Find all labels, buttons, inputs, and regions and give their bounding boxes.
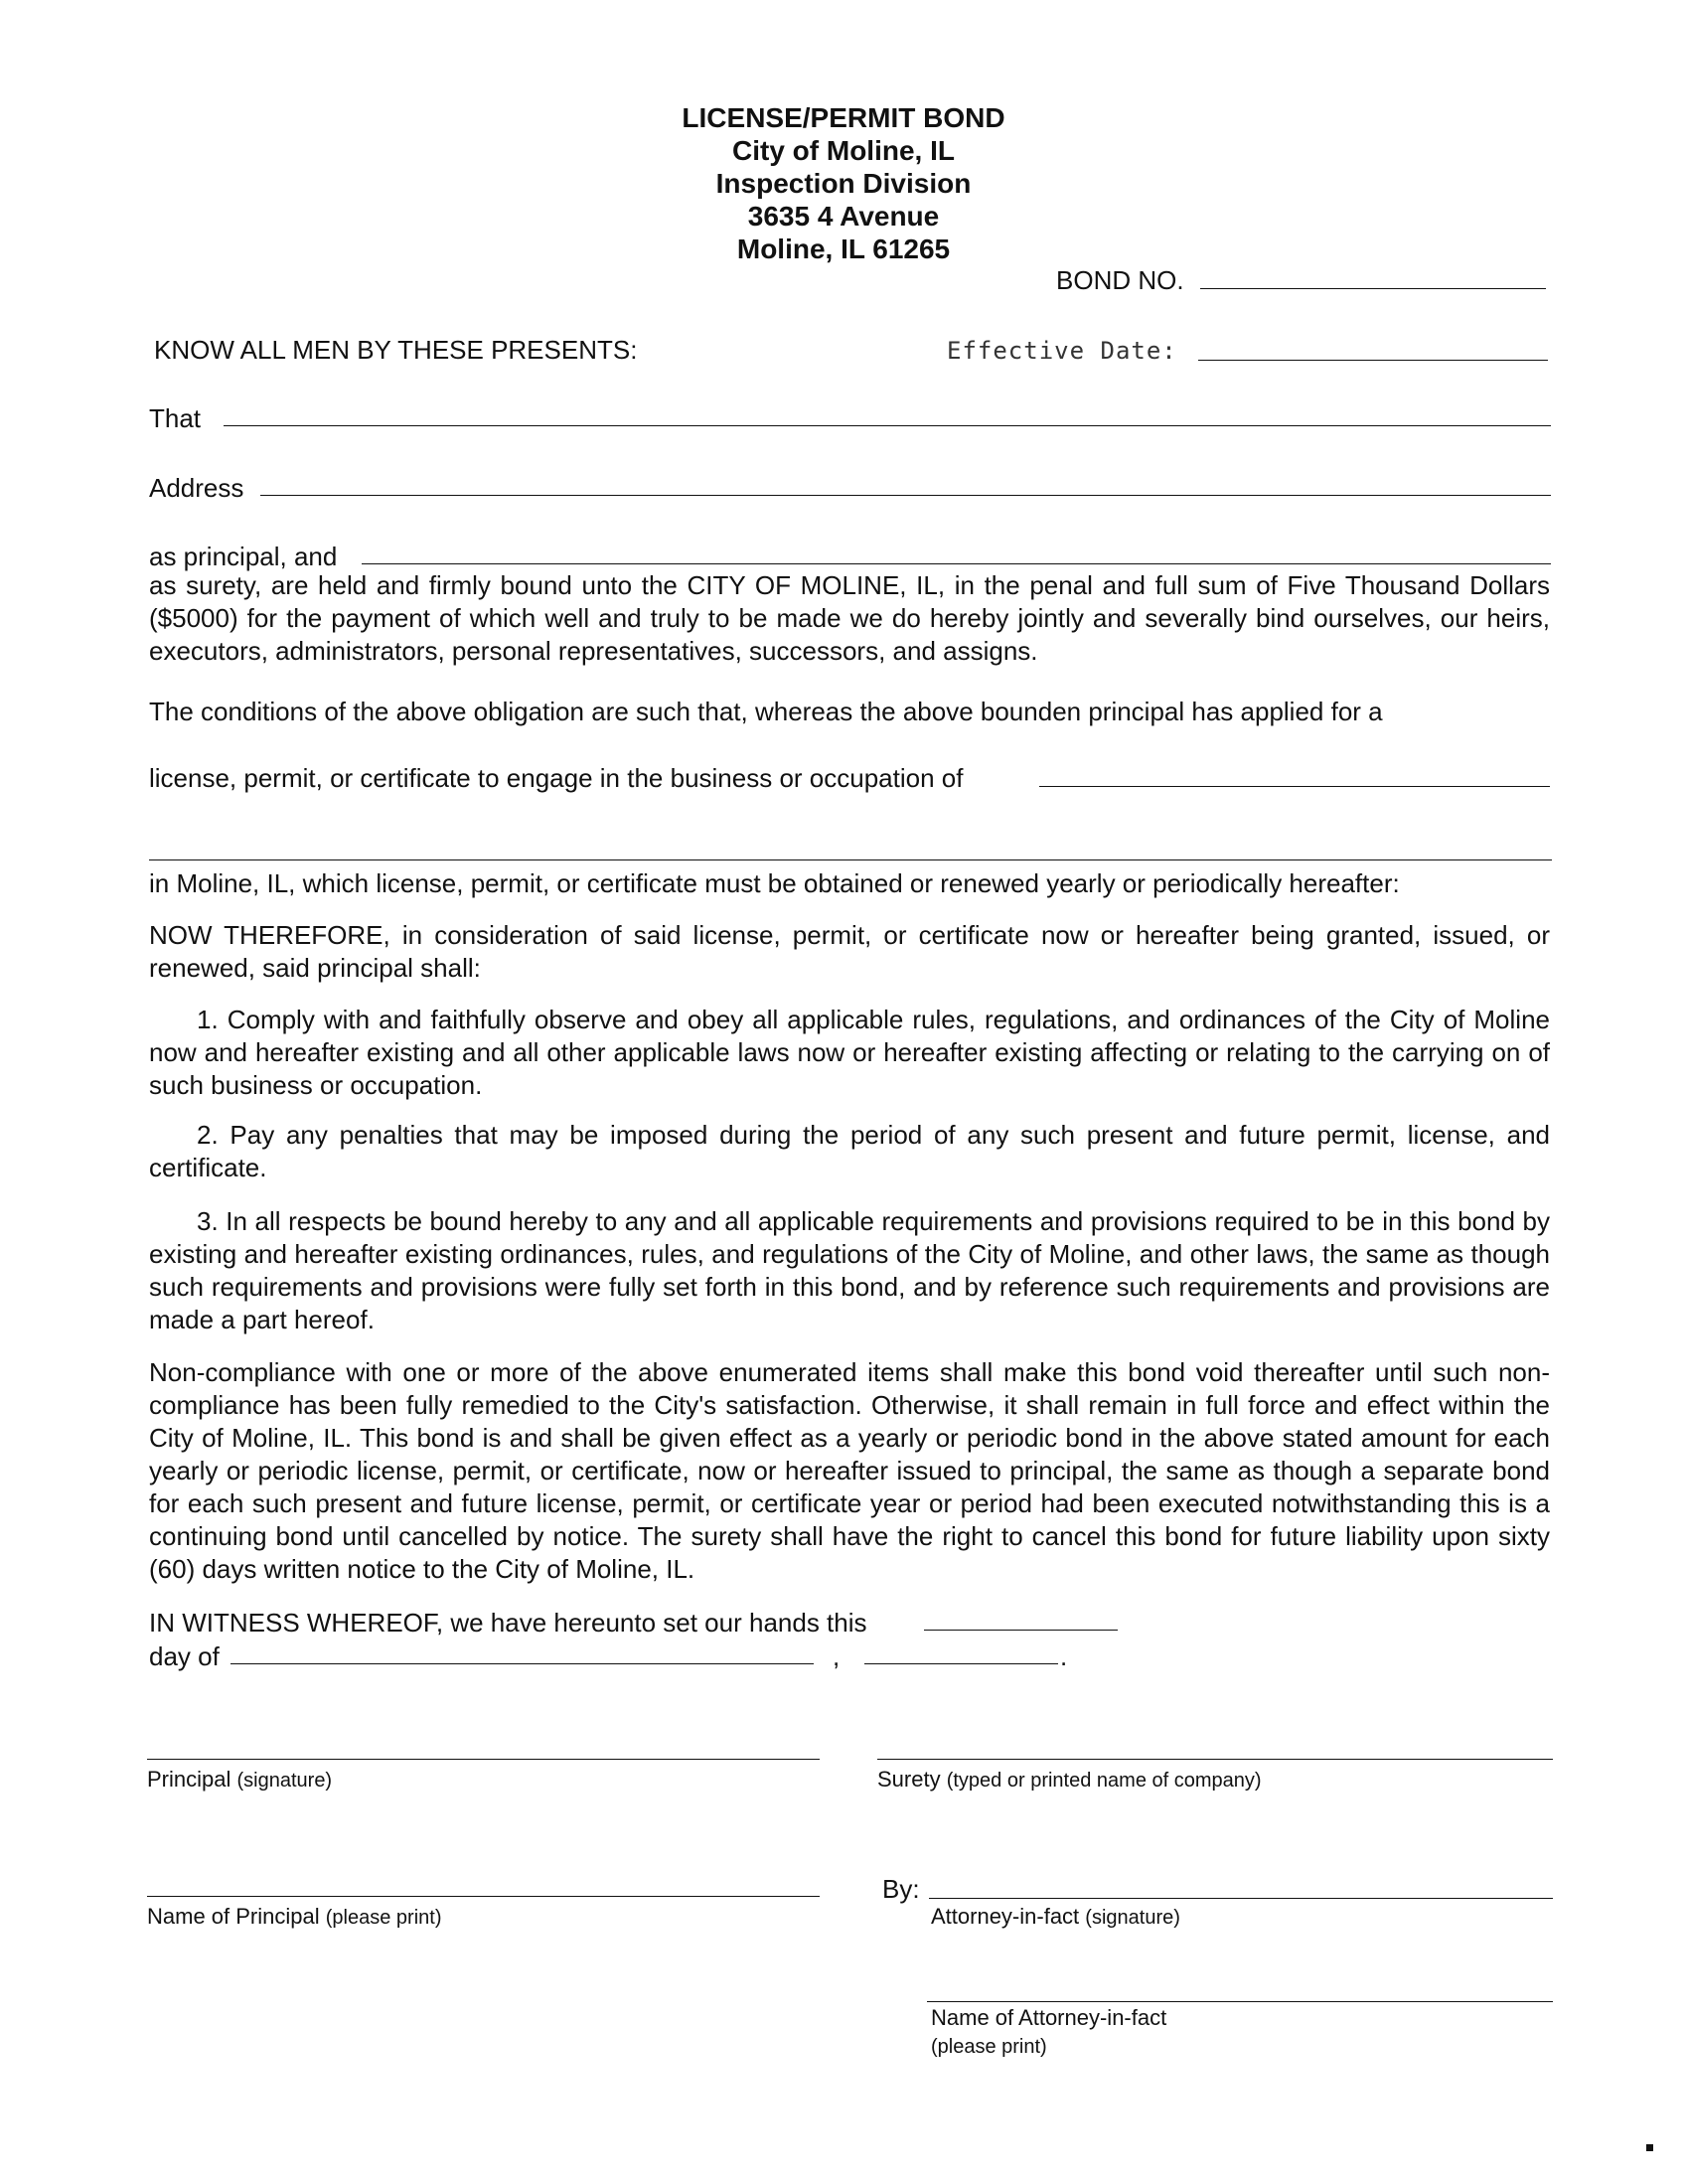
witness-month-field[interactable]: [230, 1663, 814, 1664]
principal-address-field[interactable]: [260, 495, 1551, 496]
therefore-paragraph: NOW THEREFORE, in consideration of said license, permit, or certificate now or hereafter being granted, issued, or renewed, said principal shall:: [149, 920, 1550, 983]
comma-separator: ,: [833, 1641, 841, 1671]
name-attorney-note: (please print): [931, 2036, 1047, 2058]
surety-label: Surety: [877, 1767, 941, 1792]
effective-date-field[interactable]: [1198, 360, 1548, 361]
occupation-field-line-2[interactable]: [149, 859, 1552, 860]
corner-mark: [1646, 2144, 1653, 2151]
list-item-1-text: 1. Comply with and faithfully observe and obey all applicable rules, regulations, and ordinances of the City of Moline now and hereafter existing and all other applicable laws now or hereafter existing affecting or relating to the carrying on of such business or occupation.: [149, 1005, 1550, 1100]
bond-no-label: BOND NO.: [1056, 265, 1184, 295]
name-attorney-label: Name of Attorney-in-fact: [931, 2005, 1167, 2030]
occupation-field[interactable]: [1039, 786, 1550, 787]
attorney-print-name-field[interactable]: [927, 2001, 1553, 2002]
surety-company-field[interactable]: [877, 1759, 1553, 1760]
street-address: 3635 4 Avenue: [747, 201, 940, 232]
surety-name-field[interactable]: [362, 563, 1551, 564]
principal-note: (signature): [236, 1770, 333, 1792]
witness-label: IN WITNESS WHEREOF, we have hereunto set our hands this: [149, 1608, 867, 1638]
form-title: LICENSE/PERMIT BOND: [682, 102, 1005, 133]
list-item-1: [149, 1004, 1550, 1102]
list-item-3: [149, 1205, 1550, 1336]
principal-label: Principal: [147, 1767, 231, 1792]
moline-paragraph: in Moline, IL, which license, permit, or certificate must be obtained or renewed yearly or periodically hereafter:: [149, 868, 1400, 898]
witness-day-field[interactable]: [924, 1630, 1118, 1631]
witness-year-field[interactable]: [864, 1663, 1058, 1664]
surety-paragraph: as surety, are held and firmly bound unto the CITY OF MOLINE, IL, in the penal and full sum of Five Thousand Dollars ($5000) for the payment of which well and truly to be made we do hereby jointly and severally bind ourselves, our heirs, executors, administrators, personal representatives, successors, and assigns.: [149, 570, 1550, 666]
as-principal-label: as principal, and: [149, 542, 338, 571]
city-name: City of Moline, IL: [732, 135, 955, 166]
list-item-2: [149, 1119, 1550, 1184]
conditions-paragraph: The conditions of the above obligation are such that, whereas the above bounden principal has applied for a: [149, 697, 1383, 726]
list-item-3-text: 3. In all respects be bound hereby to any and all applicable requirements and provisions required to be in this bond by existing and hereafter existing ordinances, rules, and regulations of the City of Moline, and other laws, the same as though such requirements and provisions were fully set forth in this bond, and by reference such requirements and provisions are made a part hereof.: [149, 1206, 1550, 1334]
surety-note: (typed or printed name of company): [946, 1770, 1262, 1792]
attorney-note: (signature): [1085, 1907, 1180, 1929]
attorney-caption: [931, 1902, 1180, 1933]
surety-caption: [877, 1765, 1262, 1795]
principal-signature-caption: [147, 1765, 332, 1795]
that-label: That: [149, 403, 202, 433]
list-item-2-text: 2. Pay any penalties that may be imposed during the period of any such present and future permit, license, and certificate.: [149, 1120, 1550, 1182]
name-principal-note: (please print): [325, 1907, 442, 1929]
license-label: license, permit, or certificate to engage in the business or occupation of: [149, 763, 964, 793]
attorney-signature-field[interactable]: [929, 1898, 1553, 1899]
effective-date-label: Effective Date:: [947, 337, 1177, 365]
address-label: Address: [149, 473, 244, 503]
principal-signature-field[interactable]: [147, 1759, 820, 1760]
principal-print-name-field[interactable]: [147, 1896, 820, 1897]
name-principal-label: Name of Principal: [147, 1904, 320, 1929]
city-zip: Moline, IL 61265: [736, 234, 951, 264]
period-mark: .: [1060, 1641, 1068, 1671]
by-label: By:: [882, 1874, 920, 1904]
bond-no-field[interactable]: [1200, 288, 1546, 289]
noncompliance-paragraph: Non-compliance with one or more of the above enumerated items shall make this bond void thereafter until such non-compliance has been fully remedied to the City's satisfaction. Otherwise, it shall remain in full force and effect within the City of Moline, IL. This bond is and shall be given effect as a yearly or periodic bond in the above stated amount for each yearly or periodic license, permit, or certificate, now or hereafter issued to principal, the same as though a separate bond for each such present and future license, permit, or certificate year or period had been executed notwithstanding this is a continuing bond until cancelled by notice. The surety shall have the right to cancel this bond for future liability upon sixty (60) days written notice to the City of Moline, IL.: [149, 1357, 1550, 1584]
principal-name-field[interactable]: [224, 425, 1551, 426]
division-name: Inspection Division: [715, 168, 972, 199]
principal-print-caption: [147, 1902, 441, 1933]
attorney-label: Attorney-in-fact: [931, 1904, 1080, 1929]
know-all-heading: KNOW ALL MEN BY THESE PRESENTS:: [154, 335, 638, 365]
day-of-label: day of: [149, 1641, 220, 1671]
